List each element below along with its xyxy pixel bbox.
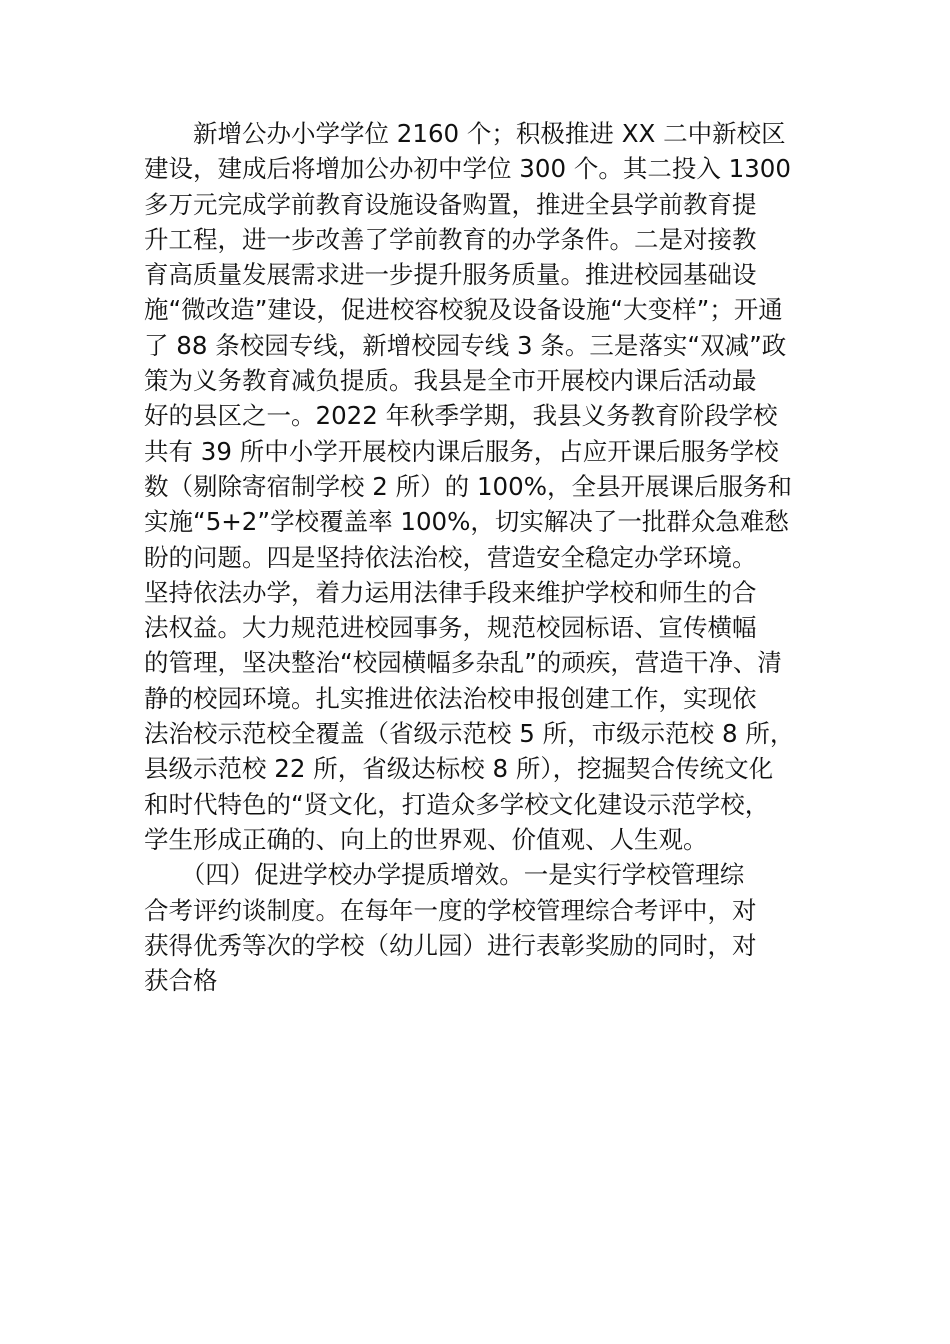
text-line: 好的县区之一。2022 年秋季学期，我县义务教育阶段学校 xyxy=(144,401,778,431)
text-line: 坚持依法办学，着力运用法律手段来维护学校和师生的合 xyxy=(144,577,757,607)
text-line: 了 88 条校园专线，新增校园专线 3 条。三是落实“双减”政 xyxy=(144,330,787,360)
text-line: 静的校园环境。扎实推进依法治校申报创建工作，实现依 xyxy=(144,683,757,713)
text-line: 获合格 xyxy=(144,966,218,996)
text-line: 合考评约谈制度。在每年一度的学校管理综合考评中，对 xyxy=(144,895,757,925)
text-line: 多万元完成学前教育设施设备购置，推进全县学前教育提 xyxy=(144,189,757,219)
body-text xyxy=(144,116,808,998)
text-line: 升工程，进一步改善了学前教育的办学条件。二是对接教 xyxy=(144,224,757,254)
text-line: 新增公办小学学位 2160 个；积极推进 XX 二中新校区 xyxy=(144,119,786,148)
text-line: 获得优秀等次的学校（幼儿园）进行表彰奖励的同时，对 xyxy=(144,930,757,960)
text-line: 的管理，坚决整治“校园横幅多杂乱”的顽疾，营造干净、清 xyxy=(144,648,782,678)
text-line: 学生形成正确的、向上的世界观、价值观、人生观。 xyxy=(144,824,708,854)
text-line: 共有 39 所中小学开展校内课后服务，占应开课后服务学校 xyxy=(144,436,779,466)
text-line: 育高质量发展需求进一步提升服务质量。推进校园基础设 xyxy=(144,260,757,290)
text-line: 法权益。大力规范进校园事务，规范校园标语、宣传横幅 xyxy=(144,613,757,643)
text-line: 盼的问题。四是坚持依法治校，营造安全稳定办学环境。 xyxy=(144,542,757,572)
text-line: 法治校示范校全覆盖（省级示范校 5 所，市级示范校 8 所， xyxy=(144,719,795,749)
text-line: 县级示范校 22 所，省级达标校 8 所），挖掘契合传统文化 xyxy=(144,754,774,784)
text-line: 和时代特色的“贤文化，打造众多学校文化建设示范学校， xyxy=(144,789,770,819)
text-line: （四）促进学校办学提质增效。一是实行学校管理综 xyxy=(144,860,745,890)
text-line: 施“微改造”建设，促进校容校貌及设备设施“大变样”；开通 xyxy=(144,295,783,325)
text-line: 建设，建成后将增加公办初中学位 300 个。其二投入 1300 xyxy=(144,154,791,184)
text-line: 数（剔除寄宿制学校 2 所）的 100%，全县开展课后服务和 xyxy=(144,471,792,501)
text-line: 策为义务教育减负提质。我县是全市开展校内课后活动最 xyxy=(144,366,757,396)
text-line: 实施“5+2”学校覆盖率 100%，切实解决了一批群众急难愁 xyxy=(144,507,789,537)
